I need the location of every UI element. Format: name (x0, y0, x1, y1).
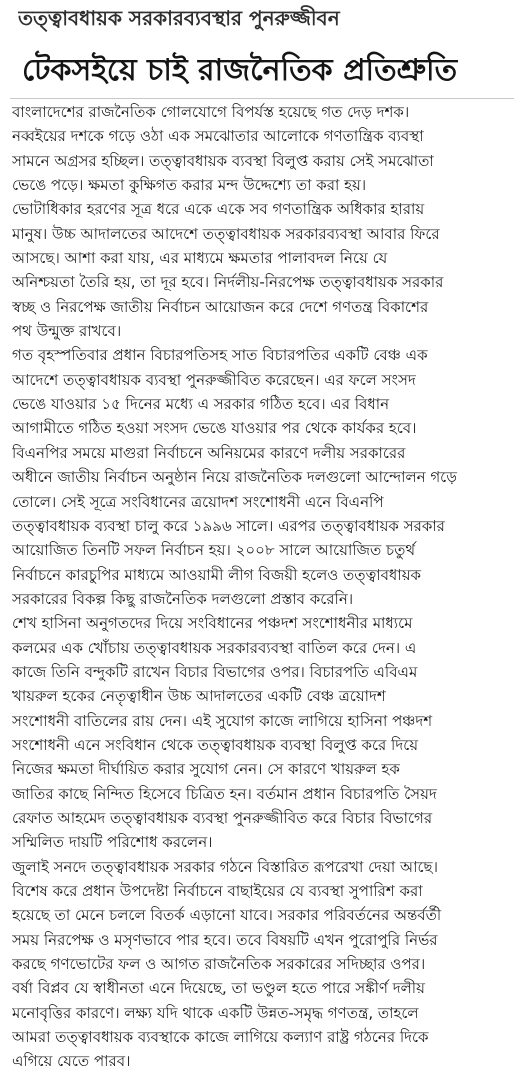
text-line: গত বৃহস্পতিবার প্রধান বিচারপতিসহ সাত বিচারপতির একটি বেঞ্চ এক (12, 346, 428, 365)
text-line: জুলাই সনদে তত্ত্বাবধায়ক সরকার গঠনে বিস্তারিত রূপরেখা দেয়া আছে। (12, 857, 438, 876)
text-line: নব্বইয়ের দশকে গড়ে ওঠা এক সমঝোতার আলোকে গণতান্ত্রিক ব্যবস্থা (12, 127, 424, 146)
text-line: ভোটাধিকার হরণের সূত্র ধরে একে একে সব গণতান্ত্রিক অধিকার হারায় (12, 200, 425, 219)
text-line: তোলে। সেই সূত্রে সংবিধানের ত্রয়োদশ সংশোধনী এনে বিএনপি (12, 492, 384, 511)
text-line: করছে গণভোটের ফল ও আগত রাজনৈতিক সরকারের সদিচ্ছার ওপর। (12, 955, 426, 974)
text-line: মনোবৃত্তির কারণে। লক্ষ্য যদি থাকে একটি উন্নত-সমৃদ্ধ গণতন্ত্র, তাহলে (12, 1003, 419, 1022)
text-line: কাজে তিনি বন্দুকটি রাখেন বিচার বিভাগের ওপর। বিচারপতি এবিএম (12, 662, 418, 681)
text-line: হয়েছে তা মেনে চললে বিতর্ক এড়ানো যাবে। সরকার পরিবর্তনের অন্তর্বর্তী (12, 906, 442, 925)
text-line: রেফাত আহমেদ তত্ত্বাবধায়ক ব্যবস্থা পুনরুজ্জীবিত করে বিচার বিভাগের (12, 808, 433, 827)
text-line: বিএনপির সময়ে মাগুরা নির্বাচনে অনিয়মের কারণে দলীয় সরকারের (12, 443, 406, 462)
paragraph-3 (12, 611, 512, 854)
text-line: পথ উন্মুক্ত রাখবে। (12, 322, 122, 341)
text-line: সংশোধনী বাতিলের রায় দেন। এই সুযোগ কাজে লাগিয়ে হাসিনা পঞ্চদশ (12, 711, 433, 730)
text-line: খায়রুল হকের নেতৃত্বাধীন উচ্চ আদালতের একটি বেঞ্চ ত্রয়োদশ (12, 687, 386, 706)
text-line: আসছে। আশা করা যায়, এর মাধ্যমে ক্ষমতার পালাবদল নিয়ে যে (12, 249, 388, 268)
text-line: তত্ত্বাবধায়ক ব্যবস্থা চালু করে ১৯৯৬ সালে। এরপর তত্ত্বাবধায়ক সরকার (12, 516, 445, 535)
paragraph-2 (12, 343, 512, 611)
paragraph-1 (12, 100, 512, 343)
text-line: ভেঙে পড়ে। ক্ষমতা কুক্ষিগত করার মন্দ উদ্দেশ্যে তা করা হয়। (12, 176, 367, 195)
text-line: ভেঙে যাওয়ার ১৫ দিনের মধ্যে এ সরকার গঠিত হবে। এর বিধান (12, 395, 390, 414)
text-line: আগামীতে গঠিত হওয়া সংসদ ভেঙে যাওয়ার পর থেকে কার্যকর হবে। (12, 419, 417, 438)
headline-divider (10, 98, 514, 99)
text-line: সম্মিলিত দায়টি পরিশোধ করলেন। (12, 833, 213, 852)
text-line: বর্ষা বিপ্লব যে স্বাধীনতা এনে দিয়েছে, তা ভণ্ডুল হতে পারে সঙ্কীর্ণ দলীয় (12, 979, 425, 998)
text-line: সামনে অগ্রসর হচ্ছিল। তত্ত্বাবধায়ক ব্যবস্থা বিলুপ্ত করায় সেই সমঝোতা (12, 151, 434, 170)
text-line: সময় নিরপেক্ষ ও মসৃণভাবে পার হবে। তবে বিষয়টি এখন পুরোপুরি নির্ভর (12, 930, 438, 949)
text-line: নির্বাচনে কারচুপির মাধ্যমে আওয়ামী লীগ বিজয়ী হলেও তত্ত্বাবধায়ক (12, 565, 422, 584)
article-body (12, 100, 512, 1074)
text-line: অধীনে জাতীয় নির্বাচন অনুষ্ঠান নিয়ে রাজনৈতিক দলগুলো আন্দোলন গড়ে (12, 468, 457, 487)
text-line: বিশেষ করে প্রধান উপদেষ্টা নির্বাচনে বাছাইয়ের যে ব্যবস্থা সুপারিশ করা (12, 882, 423, 900)
text-line: শেখ হাসিনা অনুগতদের দিয়ে সংবিধানের পঞ্চদশ সংশোধনীর মাধ্যমে (12, 614, 413, 633)
text-line: সরকারের বিকল্প কিছু রাজনৈতিক দলগুলো প্রস্তাব করেনি। (12, 589, 354, 608)
text-line: আদেশে তত্ত্বাবধায়ক ব্যবস্থা পুনরুজ্জীবিত করেছেন। এর ফলে সংসদ (12, 370, 416, 389)
article-headline: টেকসইয়ে চাই রাজনৈতিক প্রতিশ্রুতি (22, 53, 458, 88)
text-line: আয়োজিত তিনটি সফল নির্বাচন হয়। ২০০৮ সালে আয়োজিত চতুর্থ (12, 541, 416, 560)
text-line: স্বচ্ছ ও নিরপেক্ষ জাতীয় নির্বাচন আয়োজন করে দেশে গণতন্ত্র বিকাশের (12, 297, 429, 316)
text-line: আমরা তত্ত্বাবধায়ক ব্যবস্থাকে কাজে লাগিয়ে কল্যাণ রাষ্ট্র গঠনের দিকে (12, 1028, 429, 1047)
text-line: জাতির কাছে নিন্দিত হিসেবে চিত্রিত হন। বর্তমান প্রধান বিচারপতি সৈয়দ (12, 784, 437, 803)
text-line: নিজের ক্ষমতা দীর্ঘায়িত করার সুযোগ নেন। সে কারণে খায়রুল হক (12, 760, 400, 779)
text-line: সংশোধনী এনে সংবিধান থেকে তত্ত্বাবধায়ক ব্যবস্থা বিলুপ্ত করে দিয়ে (12, 735, 419, 754)
text-line: বাংলাদেশের রাজনৈতিক গোলযোগে বিপর্যস্ত হয়েছে গত দেড় দশক। (12, 103, 410, 121)
text-line: কলমের এক খোঁচায় তত্ত্বাবধায়ক সরকারব্যবস্থা বাতিল করে দেন। এ (12, 638, 417, 657)
text-line: এগিয়ে যেতে পারব। (12, 1052, 131, 1071)
article-kicker: তত্ত্বাবধায়ক সরকারব্যবস্থার পুনরুজ্জীবন (18, 6, 340, 30)
text-line: মানুষ। উচ্চ আদালতের আদেশে তত্ত্বাবধায়ক সরকারব্যবস্থা আবার ফিরে (12, 224, 440, 243)
text-line: অনিশ্চয়তা তৈরি হয়, তা দূর হবে। নির্দলীয়-নিরপেক্ষ তত্ত্বাবধায়ক সরকার (12, 273, 444, 292)
